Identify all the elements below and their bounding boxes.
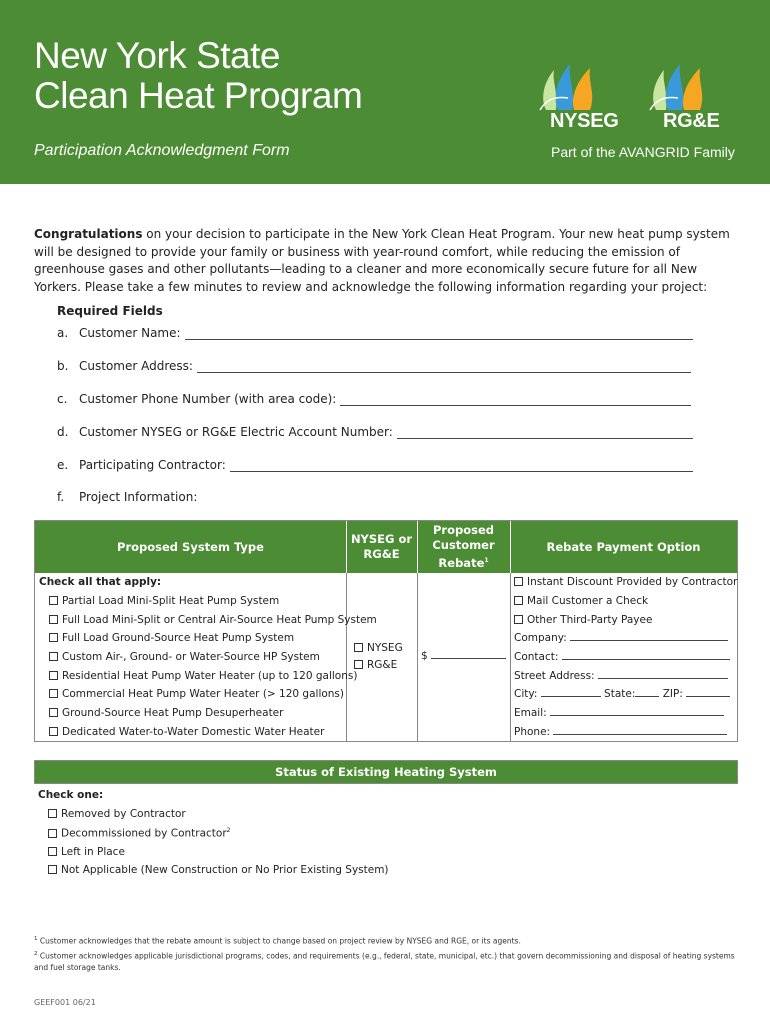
header-divider xyxy=(417,521,418,573)
account-number-field[interactable] xyxy=(57,425,693,439)
status-option-row[interactable] xyxy=(48,827,230,840)
payee-company-field[interactable] xyxy=(514,632,728,644)
footnote-2 xyxy=(34,949,738,973)
checkbox[interactable] xyxy=(48,847,57,856)
footnote-1-ref: 1 xyxy=(484,557,489,565)
header-system-type: Proposed System Type xyxy=(117,539,264,554)
checkbox[interactable] xyxy=(514,577,523,586)
required-fields-title: Required Fields xyxy=(57,304,163,318)
footnote-mark: 2 xyxy=(34,951,38,957)
checkbox[interactable] xyxy=(49,708,58,717)
column-divider xyxy=(510,573,511,741)
system-option-row[interactable] xyxy=(49,651,320,663)
system-option-label: Ground-Source Heat Pump Desuperheater xyxy=(62,707,284,719)
payment-option-label: Other Third-Party Payee xyxy=(527,614,653,626)
table-header-row xyxy=(35,521,737,573)
system-option-label: Full Load Ground-Source Heat Pump System xyxy=(62,632,295,644)
system-option-row[interactable] xyxy=(49,707,283,719)
field-letter: c. xyxy=(57,392,68,406)
payment-option-row[interactable] xyxy=(514,614,652,626)
page-header xyxy=(0,0,770,184)
intro-body: on your decision to participate in the New York Clean Heat Program. Your new heat pump system will be designed to provide your family or business with year-round comfort, while reducing the emission of greenhouse gases and other pollutants—leading to a cleaner and more economically secure future for all New Yorkers. Please take a few minutes to review and acknowledge the following information regarding your project: xyxy=(34,227,730,294)
column-divider xyxy=(417,573,418,741)
payee-contact-input[interactable] xyxy=(562,651,730,660)
payee-label: Street Address: xyxy=(514,670,595,682)
checkbox[interactable] xyxy=(49,615,58,624)
system-option-row[interactable] xyxy=(49,726,324,738)
payee-city-state-zip-field[interactable] xyxy=(514,688,730,700)
status-option-row[interactable] xyxy=(48,808,186,820)
payee-phone-field[interactable] xyxy=(514,726,727,738)
utility-option-nyseg[interactable] xyxy=(354,642,403,654)
title-line-1: New York State xyxy=(34,35,280,76)
field-label: Customer NYSEG or RG&E Electric Account Number: xyxy=(79,425,393,439)
system-option-label: Commercial Heat Pump Water Heater (> 120 gallons) xyxy=(62,688,345,700)
field-letter: e. xyxy=(57,458,69,472)
rge-flame-icon xyxy=(648,60,718,112)
system-option-row[interactable] xyxy=(49,688,344,700)
contractor-input[interactable] xyxy=(230,462,693,472)
system-option-row[interactable] xyxy=(49,670,357,682)
header-rebate-line3 xyxy=(438,553,488,571)
checkbox[interactable] xyxy=(514,615,523,624)
checkbox[interactable] xyxy=(49,633,58,642)
header-utility-line2: RG&E xyxy=(363,547,400,561)
utility-option-label: RG&E xyxy=(367,659,398,671)
utility-logos xyxy=(530,60,760,170)
customer-address-input[interactable] xyxy=(197,363,691,373)
payee-label: City: xyxy=(514,688,538,700)
form-number: GEEF001 06/21 xyxy=(34,998,96,1007)
customer-phone-field[interactable] xyxy=(57,392,691,406)
payee-label: State: xyxy=(604,688,636,700)
header-divider xyxy=(346,521,347,573)
system-option-label: Partial Load Mini-Split Heat Pump System xyxy=(62,595,280,607)
payee-label: Phone: xyxy=(514,726,551,738)
payee-state-input[interactable] xyxy=(635,688,659,697)
checkbox[interactable] xyxy=(49,652,58,661)
field-label: Project Information: xyxy=(79,490,198,504)
contractor-field[interactable] xyxy=(57,458,693,472)
status-option-row[interactable] xyxy=(48,864,389,876)
payment-option-row[interactable] xyxy=(514,595,648,607)
system-option-label: Custom Air-, Ground- or Water-Source HP System xyxy=(62,651,320,663)
project-information-table xyxy=(34,520,738,742)
footnote-2-ref: 2 xyxy=(226,827,231,834)
payee-city-input[interactable] xyxy=(541,688,601,697)
status-header-border xyxy=(34,760,738,784)
checkbox[interactable] xyxy=(49,689,58,698)
header-rebate-line2: Customer xyxy=(432,538,495,553)
check-one-label: Check one: xyxy=(38,789,104,801)
checkbox[interactable] xyxy=(48,829,57,838)
customer-name-input[interactable] xyxy=(185,330,693,340)
field-label: Customer Address: xyxy=(79,359,193,373)
footnote-text: Customer acknowledges that the rebate amount is subject to change based on project review by NYSEG and RGE, or its agents. xyxy=(39,936,521,946)
field-label: Participating Contractor: xyxy=(79,458,226,472)
footnote-text: Customer acknowledges applicable jurisdictional programs, codes, and requirements (e.g., federal, state, municipal, etc.) that govern decommissioning and disposal of heating systems and fuel storage tanks. xyxy=(34,951,735,972)
system-option-label: Full Load Mini-Split or Central Air-Source Heat Pump System xyxy=(62,614,377,626)
intro-lead: Congratulations xyxy=(34,227,143,241)
system-option-row[interactable] xyxy=(49,632,294,644)
checkbox[interactable] xyxy=(354,660,363,669)
avangrid-family-text: Part of the AVANGRID Family xyxy=(551,144,735,160)
payee-email-input[interactable] xyxy=(550,707,724,716)
nyseg-logo-text: NYSEG xyxy=(550,110,619,132)
field-letter: b. xyxy=(57,359,69,373)
payment-option-label: Mail Customer a Check xyxy=(527,595,649,607)
rge-logo-text: RG&E xyxy=(663,110,720,132)
nyseg-flame-icon xyxy=(538,60,608,112)
checkbox[interactable] xyxy=(354,643,363,652)
system-option-row[interactable] xyxy=(49,614,377,626)
page-title xyxy=(34,36,362,116)
payment-option-label: Instant Discount Provided by Contractor xyxy=(527,576,738,588)
system-option-label: Residential Heat Pump Water Heater (up to 120 gallons) xyxy=(62,670,358,682)
existing-heating-status-header: Status of Existing Heating System xyxy=(34,760,738,784)
customer-phone-input[interactable] xyxy=(340,396,691,406)
utility-option-label: NYSEG xyxy=(367,642,403,654)
field-letter: f. xyxy=(57,490,65,504)
title-line-2: Clean Heat Program xyxy=(34,75,363,116)
system-option-row[interactable] xyxy=(49,595,279,607)
payee-street-field[interactable] xyxy=(514,670,728,682)
customer-name-field[interactable] xyxy=(57,326,693,340)
header-utility xyxy=(346,521,417,573)
payee-label: ZIP: xyxy=(662,688,683,700)
checkbox[interactable] xyxy=(514,596,523,605)
status-option-label: Decommissioned by Contractor xyxy=(61,827,227,840)
checkbox[interactable] xyxy=(49,596,58,605)
payee-company-input[interactable] xyxy=(570,632,728,641)
rebate-amount-input[interactable] xyxy=(431,650,506,659)
payee-label: Contact: xyxy=(514,651,559,663)
checkbox[interactable] xyxy=(48,809,57,818)
payee-email-field[interactable] xyxy=(514,707,724,719)
payment-option-row[interactable] xyxy=(514,576,737,588)
account-number-input[interactable] xyxy=(397,429,693,439)
header-divider xyxy=(510,521,511,573)
field-label: Customer Phone Number (with area code): xyxy=(79,392,337,406)
status-option-row[interactable] xyxy=(48,846,125,858)
status-option-label: Removed by Contractor xyxy=(61,808,186,820)
payee-contact-field[interactable] xyxy=(514,651,730,663)
header-rebate-word: Rebate xyxy=(438,555,485,570)
field-letter: a. xyxy=(57,326,69,340)
intro-paragraph xyxy=(34,226,738,296)
project-information-field xyxy=(57,490,201,504)
footnote-1 xyxy=(34,934,738,947)
payee-phone-input[interactable] xyxy=(553,726,727,735)
check-all-label: Check all that apply: xyxy=(39,576,162,588)
status-option-label: Left in Place xyxy=(61,846,125,858)
checkbox[interactable] xyxy=(49,727,58,736)
checkbox[interactable] xyxy=(48,865,57,874)
customer-address-field[interactable] xyxy=(57,359,691,373)
payee-label: Email: xyxy=(514,707,547,719)
rebate-amount-field[interactable] xyxy=(421,650,506,662)
payee-street-input[interactable] xyxy=(598,670,728,679)
column-divider xyxy=(346,573,347,741)
currency-symbol: $ xyxy=(421,650,428,662)
system-option-label: Dedicated Water-to-Water Domestic Water Heater xyxy=(62,726,325,738)
field-letter: d. xyxy=(57,425,69,439)
payee-label: Company: xyxy=(514,632,567,644)
header-rebate xyxy=(417,521,510,573)
header-payment: Rebate Payment Option xyxy=(546,539,701,554)
checkbox[interactable] xyxy=(49,671,58,680)
field-label: Customer Name: xyxy=(79,326,181,340)
header-utility-line1: NYSEG or xyxy=(350,532,413,546)
utility-option-rge[interactable] xyxy=(354,659,397,671)
payee-zip-input[interactable] xyxy=(686,688,730,697)
status-option-label: Not Applicable (New Construction or No Prior Existing System) xyxy=(61,864,389,876)
form-subtitle: Participation Acknowledgment Form xyxy=(34,142,290,159)
footnote-mark: 1 xyxy=(34,936,38,942)
header-rebate-line1: Proposed xyxy=(432,523,494,538)
